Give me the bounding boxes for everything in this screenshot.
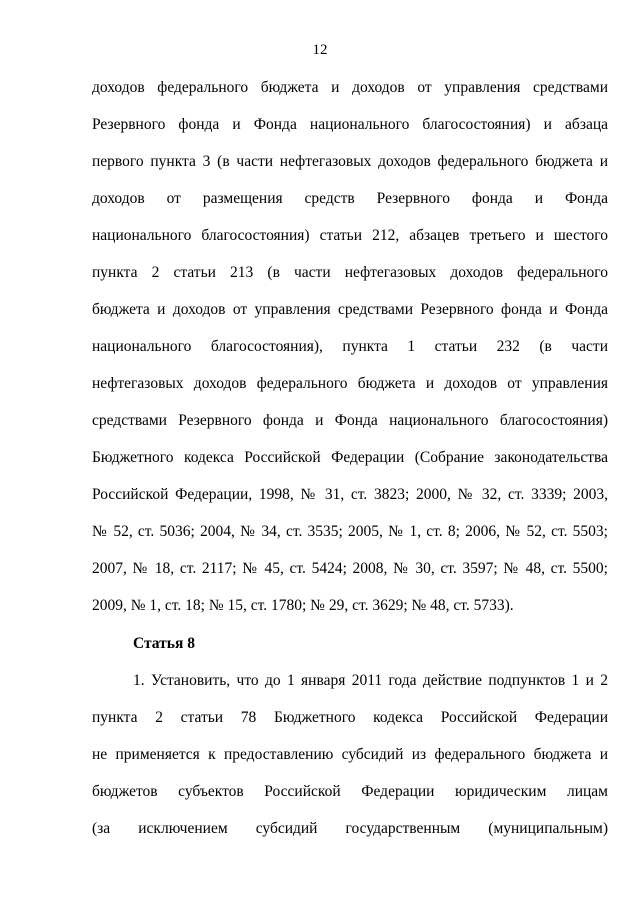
- text-line: Российской Федерации, 1998, № 31, ст. 3823; 2000, № 32, ст. 3339; 2003,: [92, 486, 608, 503]
- text-line: нефтегазовых доходов федерального бюджета и доходов от управления: [92, 375, 608, 392]
- text-line: национального благосостояния), пункта 1 статьи 232 (в части: [92, 338, 608, 355]
- text-line: Бюджетного кодекса Российской Федерации (Собрание законодательства: [92, 449, 608, 466]
- text-line: бюджетов субъектов Российской Федерации юридическим лицам: [92, 783, 608, 800]
- text-line: доходов федерального бюджета и доходов от управления средствами: [92, 79, 608, 96]
- text-line: 2007, № 18, ст. 2117; № 45, ст. 5424; 2008, № 30, ст. 3597; № 48, ст. 5500;: [92, 560, 608, 577]
- page-number: 12: [312, 42, 328, 58]
- text-line: бюджета и доходов от управления средствами Резервного фонда и Фонда: [92, 301, 608, 318]
- text-line: № 52, ст. 5036; 2004, № 34, ст. 3535; 2005, № 1, ст. 8; 2006, № 52, ст. 5503;: [92, 523, 608, 540]
- text-line: (за исключением субсидий государственным (муниципальным): [92, 820, 608, 837]
- text-line: пункта 2 статьи 213 (в части нефтегазовых доходов федерального: [92, 264, 608, 281]
- text-line: доходов от размещения средств Резервного фонда и Фонда: [92, 190, 608, 207]
- text-line: 1. Установить, что до 1 января 2011 года действие подпунктов 1 и 2: [133, 672, 608, 689]
- text-line: 2009, № 1, ст. 18; № 15, ст. 1780; № 29, ст. 3629; № 48, ст. 5733).: [92, 597, 514, 614]
- text-line: не применяется к предоставлению субсидий из федерального бюджета и: [92, 746, 608, 763]
- text-line: пункта 2 статьи 78 Бюджетного кодекса Российской Федерации: [92, 709, 608, 726]
- text-line: национального благосостояния) статьи 212, абзацев третьего и шестого: [92, 227, 608, 244]
- text-line: средствами Резервного фонда и Фонда национального благосостояния): [92, 412, 608, 429]
- article-heading: Статья 8: [133, 635, 195, 652]
- text-line: Резервного фонда и Фонда национального благосостояния) и абзаца: [92, 116, 608, 133]
- text-line: первого пункта 3 (в части нефтегазовых доходов федерального бюджета и: [92, 153, 608, 170]
